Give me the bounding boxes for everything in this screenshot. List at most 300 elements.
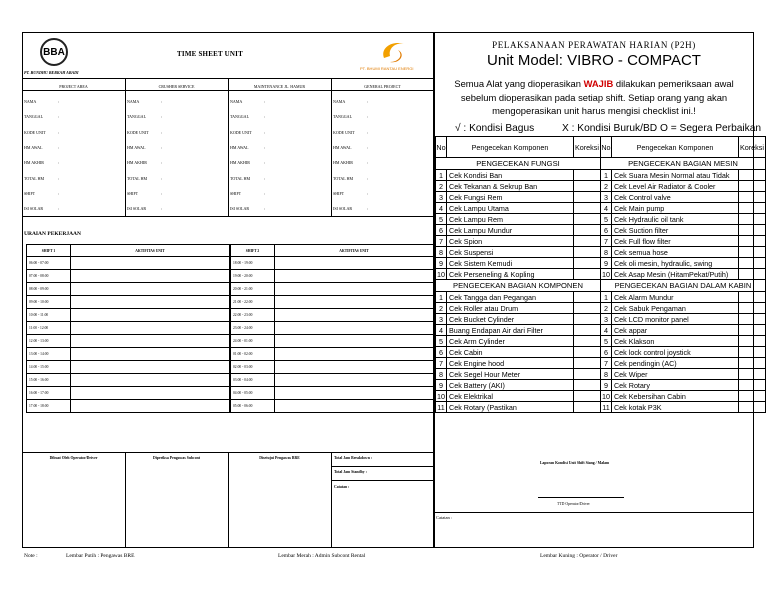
check-item: Cek Sistem Kemudi: [447, 258, 574, 269]
field-value[interactable]: :: [367, 114, 369, 120]
time-slot: 15:00 - 16:00: [27, 374, 71, 387]
koreksi-cell[interactable]: [574, 325, 601, 336]
shift1-row: [27, 283, 230, 296]
item-number: 4: [600, 203, 611, 214]
activity-cell[interactable]: [275, 387, 434, 400]
item-number: 6: [436, 347, 447, 358]
item-number: 8: [600, 247, 611, 258]
shift2-row: [231, 296, 434, 309]
check-item: Cek lock control joystick: [611, 347, 738, 358]
shift1-row: [27, 374, 230, 387]
koreksi-cell[interactable]: [574, 391, 601, 402]
checklist-row: [436, 336, 766, 347]
koreksi-cell[interactable]: [574, 192, 601, 203]
field-label: NAMA: [333, 99, 346, 104]
activity-cell[interactable]: [71, 400, 230, 413]
checklist-row: [436, 369, 766, 380]
item-number: 11: [602, 402, 610, 412]
shift2-row: [231, 283, 434, 296]
checklist-row: [436, 402, 766, 413]
koreksi-cell[interactable]: [738, 214, 765, 225]
checklist-row: [436, 247, 766, 258]
field-value[interactable]: :: [264, 175, 266, 181]
koreksi-cell[interactable]: [738, 336, 765, 347]
field-value[interactable]: :: [264, 99, 266, 104]
item-number: 1: [436, 170, 447, 181]
check-item: Cek Roller atau Drum: [447, 303, 574, 314]
koreksi-cell[interactable]: [574, 402, 601, 413]
field-label: TANGGAL: [230, 114, 250, 120]
activity-cell[interactable]: [71, 283, 230, 296]
koreksi-cell[interactable]: [738, 380, 765, 391]
activity-cell[interactable]: [275, 322, 434, 335]
activity-cell[interactable]: [71, 296, 230, 309]
col-koreksi: Koreksi: [738, 137, 765, 158]
column-header: MAINTENANCE JL. HAMUR: [253, 84, 306, 89]
activity-header: AKTIFITAS UNIT: [71, 245, 230, 257]
time-slot: 16:00 - 17:00: [27, 387, 71, 400]
activity-cell[interactable]: [275, 270, 434, 283]
field-label: TOTAL HM: [24, 175, 45, 181]
item-number: 10: [437, 269, 445, 279]
koreksi-cell[interactable]: [738, 358, 765, 369]
shift2-row: [231, 309, 434, 322]
activity-cell[interactable]: [275, 309, 434, 322]
field-label: SHIFT: [127, 190, 139, 196]
check-item: Buang Endapan Air dari Filter: [447, 325, 574, 336]
item-number: 2: [436, 303, 447, 314]
field-value[interactable]: :: [161, 190, 163, 196]
field-value[interactable]: :: [161, 129, 163, 135]
field-value[interactable]: :: [264, 144, 266, 150]
check-item: Cek Elektrikal: [447, 391, 574, 402]
time-slot: 17:00 - 18:00: [27, 400, 71, 413]
time-slot: 03:00 - 04:00: [231, 374, 275, 387]
item-number: 9: [436, 258, 447, 269]
checklist-row: [436, 380, 766, 391]
divider: [22, 216, 434, 217]
check-item: Cek Lampu Utama: [447, 203, 574, 214]
time-slot: 07:00 - 08:00: [27, 270, 71, 283]
shift1-row: [27, 348, 230, 361]
field-label: TOTAL HM: [230, 175, 251, 181]
field-value[interactable]: :: [58, 114, 60, 120]
koreksi-cell[interactable]: [738, 292, 765, 303]
activity-cell[interactable]: [71, 309, 230, 322]
checklist-row: [436, 214, 766, 225]
field-value[interactable]: :: [367, 175, 369, 181]
check-item: Cek Lampu Mundur: [447, 225, 574, 236]
time-slot: 06:00 - 07:00: [27, 257, 71, 270]
item-number: 4: [436, 325, 447, 336]
item-number: 4: [436, 203, 447, 214]
check-item: Cek Main pump: [611, 203, 738, 214]
koreksi-cell[interactable]: [574, 236, 601, 247]
checklist-row: [436, 225, 766, 236]
item-number: 10: [601, 391, 610, 401]
koreksi-cell[interactable]: [738, 247, 765, 258]
koreksi-cell[interactable]: [738, 347, 765, 358]
company-left-name: PT. BUNDHU BERKAH ABADI: [24, 70, 79, 75]
check-item: Cek Full flow filter: [611, 236, 738, 247]
activity-cell[interactable]: [275, 257, 434, 270]
shift2-row: [231, 322, 434, 335]
shift1-row: [27, 257, 230, 270]
field-label: ISI SOLAR: [24, 206, 44, 212]
field-value[interactable]: :: [58, 99, 60, 104]
check-item: Cek Suara Mesin Normal atau Tidak: [611, 170, 738, 181]
shift2-row: [231, 257, 434, 270]
check-item: Cek Fungsi Rem: [447, 192, 574, 203]
field-label: SHIFT: [230, 190, 242, 196]
field-value[interactable]: :: [264, 160, 266, 166]
shift1-row: [27, 361, 230, 374]
checklist-row: [436, 258, 766, 269]
check-item: Cek Rotary: [611, 380, 738, 391]
check-item: Cek Battery (AKI): [447, 380, 574, 391]
field-value[interactable]: :: [367, 190, 369, 196]
item-number: 5: [600, 214, 611, 225]
time-slot: 09:00 - 10:00: [27, 296, 71, 309]
field-value[interactable]: :: [367, 99, 369, 104]
uraian-label: URAIAN PEKERJAAN: [24, 231, 81, 237]
koreksi-cell[interactable]: [574, 292, 601, 303]
activity-cell[interactable]: [71, 335, 230, 348]
field-label: HM AKHIR: [230, 160, 250, 166]
shift1-row: [27, 296, 230, 309]
check-item: Cek Control valve: [611, 192, 738, 203]
shift2-row: [231, 270, 434, 283]
energy-logo-icon: [378, 36, 408, 66]
checklist-row: [436, 325, 766, 336]
shift1-table: [26, 244, 230, 413]
item-number: 8: [436, 247, 447, 258]
col-koreksi: Koreksi: [574, 137, 601, 158]
checklist-row: [436, 236, 766, 247]
field-label: NAMA: [127, 99, 140, 104]
check-item: Cek Asap Mesin (HitamPekat/Putih): [611, 269, 738, 280]
check-item: Cek Engine hood: [447, 358, 574, 369]
catatan-left-label: Catatan :: [334, 485, 350, 489]
koreksi-cell[interactable]: [574, 258, 601, 269]
koreksi-cell[interactable]: [574, 247, 601, 258]
field-value[interactable]: :: [367, 160, 369, 166]
shift2-row: [231, 335, 434, 348]
field-label: TANGGAL: [127, 114, 147, 120]
item-number: 8: [600, 369, 611, 380]
item-number: 7: [436, 358, 447, 369]
warning-text: Semua Alat yang dioperasikan WAJIB dilakukan pemeriksaan awal sebelum dioperasikan pada setiap shift. Setiap orang yang akan mengoperasikan unit harus mengisi checklist ini.!: [454, 78, 734, 116]
field-value[interactable]: :: [58, 144, 60, 150]
koreksi-cell[interactable]: [738, 269, 765, 280]
time-slot: 08:00 - 09:00: [27, 283, 71, 296]
check-item: Cek Hydraulic oil tank: [611, 214, 738, 225]
item-number: 5: [600, 336, 611, 347]
field-label: NAMA: [24, 99, 37, 104]
shift2-header: SHIFT 2: [231, 245, 275, 257]
koreksi-cell[interactable]: [574, 303, 601, 314]
item-number: 2: [600, 181, 611, 192]
sign-made-label: Dibuat Oleh Operator/Driver: [49, 456, 98, 460]
sign-checked-label: Diperiksa Pengawas Subcont: [152, 456, 201, 460]
shift1-row: [27, 335, 230, 348]
item-number: 3: [600, 192, 611, 203]
field-label: ISI SOLAR: [333, 206, 353, 212]
item-number: 11: [437, 402, 445, 412]
divider: [331, 466, 434, 467]
field-label: HM AKHIR: [24, 160, 44, 166]
field-value[interactable]: :: [58, 190, 60, 196]
shift1-row: [27, 387, 230, 400]
field-label: HM AWAL: [333, 144, 352, 150]
koreksi-cell[interactable]: [738, 314, 765, 325]
check-item: Cek Bucket Cylinder: [447, 314, 574, 325]
field-value[interactable]: :: [58, 160, 60, 166]
item-number: 3: [436, 192, 447, 203]
item-number: 3: [436, 314, 447, 325]
checklist-row: [436, 203, 766, 214]
field-value[interactable]: :: [161, 114, 163, 120]
item-number: 5: [436, 214, 447, 225]
time-slot: 23:00 - 24:00: [231, 322, 275, 335]
koreksi-cell[interactable]: [574, 214, 601, 225]
activity-cell[interactable]: [275, 335, 434, 348]
shift1-header: SHIFT 1: [27, 245, 71, 257]
column-header: CRUSHER SERVICE: [158, 84, 195, 89]
checklist-row: [436, 192, 766, 203]
koreksi-cell[interactable]: [574, 369, 601, 380]
field-value[interactable]: :: [161, 206, 163, 212]
field-label: NAMA: [230, 99, 243, 104]
time-slot: 02:00 - 03:00: [231, 361, 275, 374]
checklist-row: [436, 303, 766, 314]
legend-good: √ : Kondisi Bagus: [455, 123, 535, 134]
activity-cell[interactable]: [275, 361, 434, 374]
item-number: 7: [600, 358, 611, 369]
timesheet-title: TIME SHEET UNIT: [177, 50, 243, 58]
koreksi-cell[interactable]: [574, 358, 601, 369]
shift1-row: [27, 400, 230, 413]
koreksi-cell[interactable]: [738, 369, 765, 380]
koreksi-cell[interactable]: [738, 170, 765, 181]
koreksi-cell[interactable]: [738, 325, 765, 336]
footer-note: Note :: [24, 553, 38, 559]
section-title: PENGECEKAN BAGIAN DALAM KABIN: [600, 280, 765, 292]
item-number: 10: [437, 391, 445, 401]
time-slot: 24:00 - 01:00: [231, 335, 275, 348]
time-slot: 19:00 - 20:00: [231, 270, 275, 283]
check-item: Cek Lampu Rem: [447, 214, 574, 225]
legend-bad: X : Kondisi Buruk/BD: [562, 123, 658, 134]
activity-cell[interactable]: [71, 348, 230, 361]
check-item: Cek Wiper: [611, 369, 738, 380]
ttd-label: TTD Operator/Driver: [557, 502, 590, 506]
item-number: 2: [436, 181, 447, 192]
checklist-row: [436, 358, 766, 369]
activity-cell[interactable]: [71, 270, 230, 283]
check-item: Cek Suspensi: [447, 247, 574, 258]
item-number: 3: [600, 314, 611, 325]
field-value[interactable]: :: [264, 114, 266, 120]
field-value[interactable]: :: [161, 160, 163, 166]
time-slot: 12:00 - 13:00: [27, 335, 71, 348]
total-standby-label: Total Jam Standby :: [334, 470, 367, 474]
time-slot: 18:00 - 19:00: [231, 257, 275, 270]
col-komponen: Pengecekan Komponen: [611, 137, 738, 158]
signature-line: [538, 497, 624, 498]
field-value[interactable]: :: [161, 175, 163, 181]
checklist-row: [436, 170, 766, 181]
time-slot: 11:00 - 12:00: [27, 322, 71, 335]
divider: [331, 480, 434, 481]
check-item: Cek Kebersihan Cabin: [611, 391, 738, 402]
field-label: KODE UNIT: [230, 129, 252, 135]
field-label: TOTAL HM: [127, 175, 148, 181]
item-number: 1: [436, 292, 447, 303]
shift1-row: [27, 309, 230, 322]
field-value[interactable]: :: [367, 144, 369, 150]
sign-approved-label: Disetujui Pengawas BRE: [259, 456, 300, 460]
field-label: TOTAL HM: [333, 175, 354, 181]
activity-cell[interactable]: [71, 361, 230, 374]
item-number: 6: [600, 347, 611, 358]
field-value[interactable]: :: [264, 190, 266, 196]
total-breakdown-label: Total Jam Breakdown :: [334, 456, 373, 460]
check-item: Cek Cabin: [447, 347, 574, 358]
catatan-right-label: Catatan :: [436, 515, 453, 520]
check-item: Cek Arm Cylinder: [447, 336, 574, 347]
col-no: No: [600, 137, 611, 158]
time-slot: 13:00 - 14:00: [27, 348, 71, 361]
activity-cell[interactable]: [275, 374, 434, 387]
koreksi-cell[interactable]: [574, 347, 601, 358]
section-row: [436, 280, 766, 292]
koreksi-cell[interactable]: [574, 181, 601, 192]
field-label: SHIFT: [24, 190, 36, 196]
activity-cell[interactable]: [71, 322, 230, 335]
item-number: 6: [436, 225, 447, 236]
check-item: Cek Segel Hour Meter: [447, 369, 574, 380]
activity-header: AKTIFITAS UNIT: [275, 245, 434, 257]
koreksi-cell[interactable]: [574, 203, 601, 214]
koreksi-cell[interactable]: [574, 314, 601, 325]
column-header: PROJECT AREA: [59, 84, 88, 89]
koreksi-cell[interactable]: [574, 170, 601, 181]
check-item: Cek Level Air Radiator & Cooler: [611, 181, 738, 192]
shift2-table: [230, 244, 434, 413]
activity-cell[interactable]: [71, 387, 230, 400]
column-header: GENERAL PROJECT: [364, 84, 401, 89]
check-item: Cek Klakson: [611, 336, 738, 347]
field-label: HM AKHIR: [127, 160, 147, 166]
time-slot: 20:00 - 21:00: [231, 283, 275, 296]
divider: [125, 452, 126, 548]
koreksi-cell[interactable]: [574, 269, 601, 280]
item-number: 2: [600, 303, 611, 314]
item-number: 9: [600, 258, 611, 269]
koreksi-cell[interactable]: [574, 336, 601, 347]
item-number: 9: [436, 380, 447, 391]
field-value[interactable]: :: [58, 129, 60, 135]
field-label: HM AWAL: [230, 144, 249, 150]
field-value[interactable]: :: [58, 175, 60, 181]
col-no: No: [436, 137, 447, 158]
activity-cell[interactable]: [275, 400, 434, 413]
activity-cell[interactable]: [275, 348, 434, 361]
field-value[interactable]: :: [367, 206, 369, 212]
company-right-name: PT. BHUMI RANTAU ENERGI: [360, 66, 414, 71]
divider: [228, 78, 229, 216]
activity-cell[interactable]: [275, 296, 434, 309]
field-label: ISI SOLAR: [127, 206, 147, 212]
activity-cell[interactable]: [275, 283, 434, 296]
shift2-row: [231, 400, 434, 413]
koreksi-cell[interactable]: [738, 225, 765, 236]
koreksi-cell[interactable]: [738, 258, 765, 269]
activity-cell[interactable]: [71, 257, 230, 270]
item-number: 9: [600, 380, 611, 391]
field-value[interactable]: :: [161, 99, 163, 104]
shift1-row: [27, 322, 230, 335]
koreksi-cell[interactable]: [738, 192, 765, 203]
time-slot: 14:00 - 15:00: [27, 361, 71, 374]
check-item: Cek Tekanan & Sekrup Ban: [447, 181, 574, 192]
field-label: HM AKHIR: [333, 160, 353, 166]
field-label: KODE UNIT: [333, 129, 355, 135]
koreksi-cell[interactable]: [738, 303, 765, 314]
p2h-checklist-table: [435, 136, 766, 413]
footer-kuning: Lembar Kuning : Operator / Driver: [540, 553, 618, 559]
field-label: HM AWAL: [24, 144, 43, 150]
field-value[interactable]: :: [161, 144, 163, 150]
field-label: KODE UNIT: [127, 129, 149, 135]
field-label: ISI SOLAR: [230, 206, 250, 212]
field-label: SHIFT: [333, 190, 345, 196]
time-slot: 01:00 - 02:00: [231, 348, 275, 361]
shift2-row: [231, 348, 434, 361]
koreksi-cell[interactable]: [738, 181, 765, 192]
time-slot: 04:00 - 05:00: [231, 387, 275, 400]
p2h-title: PELAKSANAAN PERAWATAN HARIAN (P2H): [492, 40, 696, 50]
koreksi-cell[interactable]: [574, 225, 601, 236]
koreksi-cell[interactable]: [738, 203, 765, 214]
time-slot: 10:00 - 11:00: [27, 309, 71, 322]
koreksi-cell[interactable]: [574, 380, 601, 391]
check-item: Cek kotak P3K: [611, 402, 738, 413]
time-slot: 05:00 - 06:00: [231, 400, 275, 413]
legend-fix: O = Segera Perbaikan: [660, 123, 762, 134]
col-komponen: Pengecekan Komponen: [447, 137, 574, 158]
check-item: Cek semua hose: [611, 247, 738, 258]
check-item: Cek Tangga dan Pegangan: [447, 292, 574, 303]
check-item: Cek Rotary (Pastikan: [447, 402, 574, 413]
check-item: Cek Sabuk Pengaman: [611, 303, 738, 314]
item-number: 7: [436, 236, 447, 247]
item-number: 4: [600, 325, 611, 336]
field-value[interactable]: :: [264, 206, 266, 212]
koreksi-cell[interactable]: [738, 402, 765, 413]
koreksi-cell[interactable]: [738, 236, 765, 247]
laporan-label: Laporan Kondisi Unit Shift Siang / Malam: [540, 461, 610, 465]
section-title: PENGECEKAN BAGIAN MESIN: [600, 158, 765, 170]
divider: [434, 512, 754, 513]
field-value[interactable]: :: [367, 129, 369, 135]
check-item: Cek Perseneling & Kopling: [447, 269, 574, 280]
field-value[interactable]: :: [58, 206, 60, 212]
field-value[interactable]: :: [264, 129, 266, 135]
koreksi-cell[interactable]: [738, 391, 765, 402]
activity-cell[interactable]: [71, 374, 230, 387]
